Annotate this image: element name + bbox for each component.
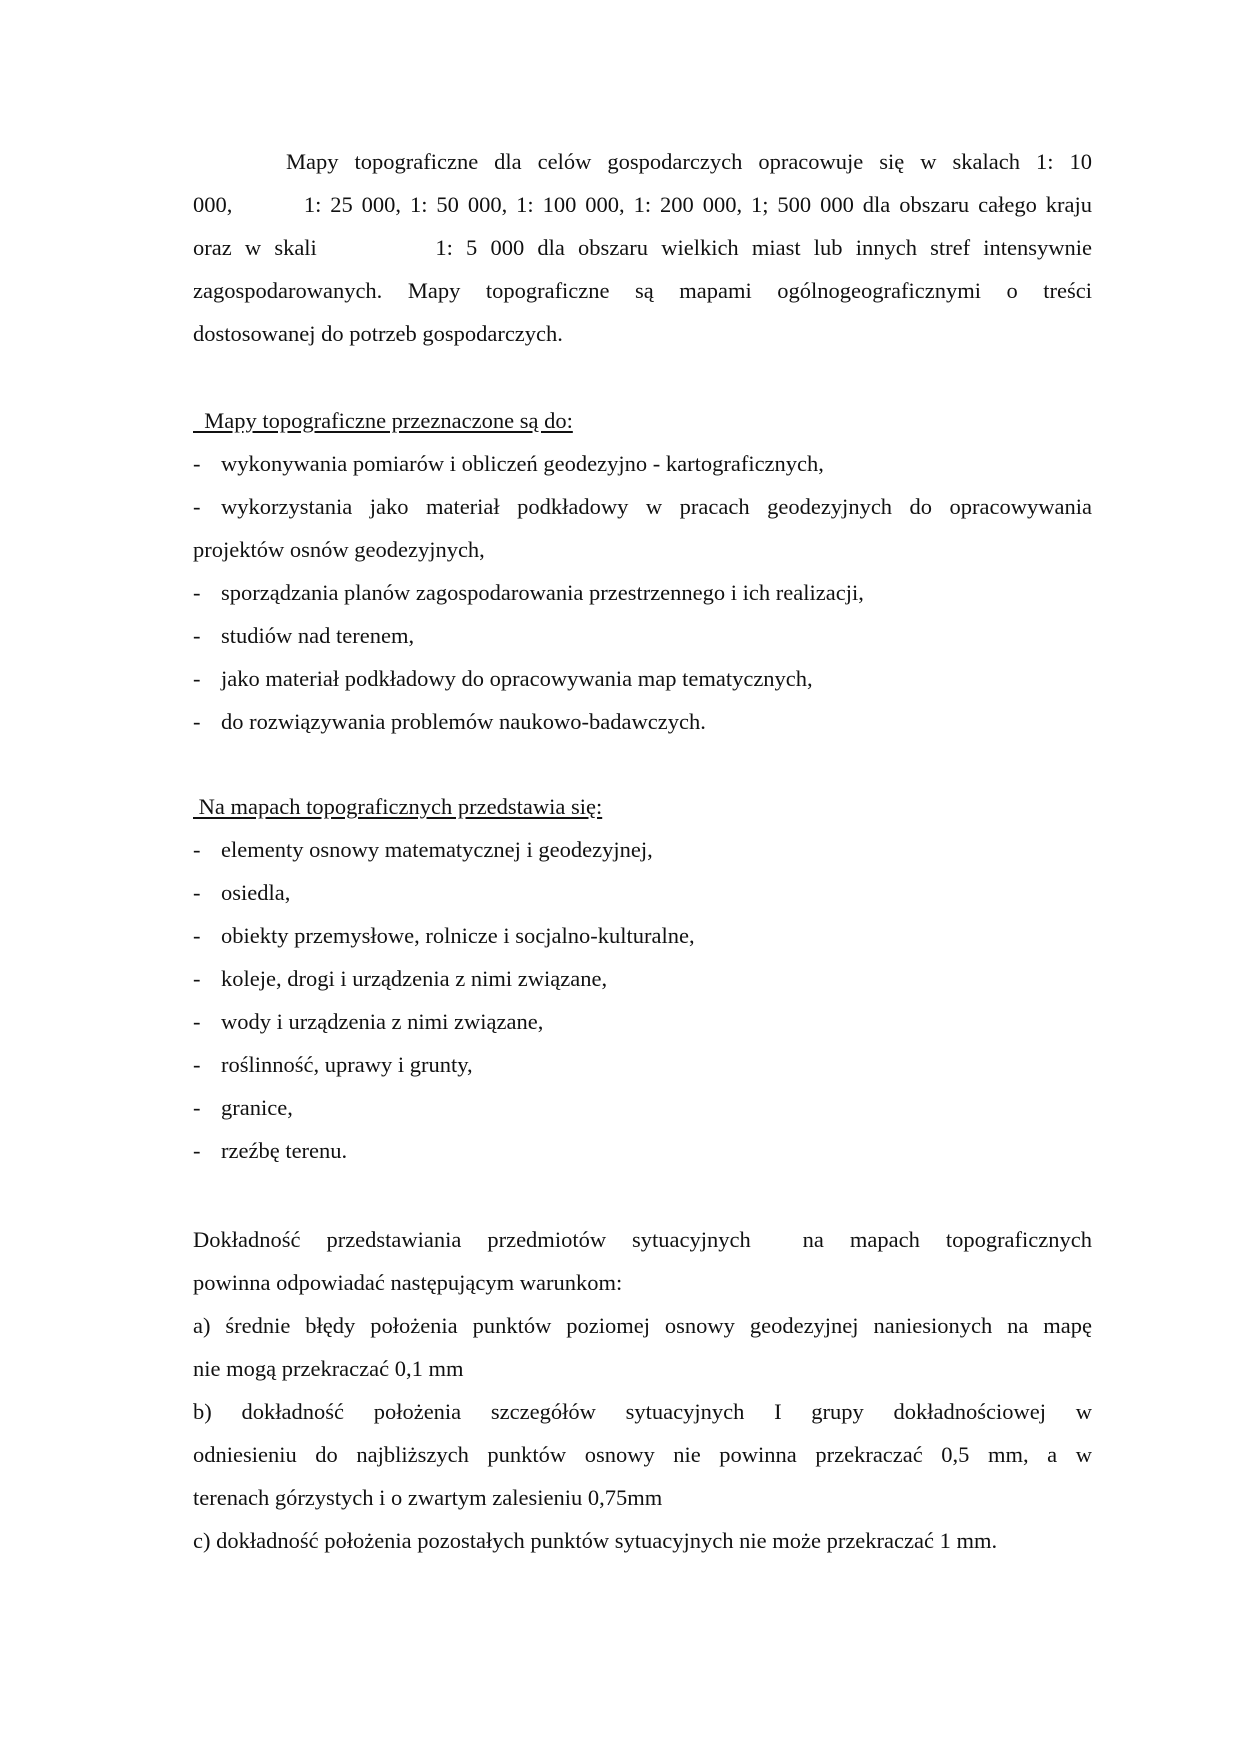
accuracy-line: terenach górzystych i o zwartym zalesieniu 0,75mm [193,1485,663,1510]
list-item [193,871,1092,914]
intro-line: Mapy topograficzne dla celów gospodarczych opracowuje się w skalach 1: 10 [286,149,1092,174]
list-item-text: sporządzania planów zagospodarowania przestrzennego i ich realizacji, [221,580,864,605]
list-item [193,442,1092,485]
list-item [193,571,1092,614]
bullet-dash: - [193,666,201,691]
bullet-dash: - [193,494,201,519]
accuracy-line: odniesieniu do najbliższych punktów osnowy nie powinna przekraczać 0,5 mm, a w [193,1442,1092,1467]
list-item [193,1000,1092,1043]
list-item-text: koleje, drogi i urządzenia z nimi związane, [221,966,608,991]
list-item-text: jako materiał podkładowy do opracowywania map tematycznych, [221,666,813,691]
list-item-text: wykorzystania jako materiał podkładowy w pracach geodezyjnych do opracowywania [221,494,1092,519]
bullet-dash: - [193,451,201,476]
accuracy-line: c) dokładność położenia pozostałych punktów sytuacyjnych nie może przekraczać 1 mm. [193,1528,998,1553]
list-item-text: obiekty przemysłowe, rolnicze i socjalno-kulturalne, [221,923,695,948]
purpose-section [193,399,1092,743]
bullet-dash: - [193,837,201,862]
content-heading: Na mapach topograficznych przedstawia się: [193,794,603,819]
content-section [193,785,1092,1172]
accuracy-line: nie mogą przekraczać 0,1 mm [193,1356,464,1381]
list-item-text: roślinność, uprawy i grunty, [221,1052,473,1077]
list-item-text: do rozwiązywania problemów naukowo-badawczych. [221,709,706,734]
list-item-text: wykonywania pomiarów i obliczeń geodezyjno - kartograficznych, [221,451,824,476]
intro-paragraph [193,140,1092,355]
list-item [193,700,1092,743]
bullet-dash: - [193,966,201,991]
list-item [193,957,1092,1000]
list-item-text: osiedla, [221,880,291,905]
intro-line: 000, 1: 25 000, 1: 50 000, 1: 100 000, 1: 200 000, 1; 500 000 dla obszaru całego kraju [193,192,1092,217]
list-item-text: wody i urządzenia z nimi związane, [221,1009,544,1034]
bullet-dash: - [193,1009,201,1034]
list-item [193,657,1092,700]
list-item-continuation: projektów osnów geodezyjnych, [193,537,485,562]
list-item [193,614,1092,657]
bullet-dash: - [193,880,201,905]
list-item [193,828,1092,871]
bullet-dash: - [193,580,201,605]
list-item [193,485,1092,528]
list-item [193,1129,1092,1172]
purpose-heading: Mapy topograficzne przeznaczone są do: [193,408,573,433]
bullet-dash: - [193,709,201,734]
bullet-dash: - [193,1052,201,1077]
accuracy-section [193,1218,1092,1562]
accuracy-line: Dokładność przedstawiania przedmiotów sytuacyjnych na mapach topograficznych [193,1227,1092,1252]
accuracy-line: a) średnie błędy położenia punktów poziomej osnowy geodezyjnej naniesionych na mapę [193,1313,1092,1338]
bullet-dash: - [193,1095,201,1120]
list-item-text: elementy osnowy matematycznej i geodezyjnej, [221,837,653,862]
intro-line: oraz w skali 1: 5 000 dla obszaru wielkich miast lub innych stref intensywnie [193,235,1092,260]
accuracy-line: b) dokładność położenia szczegółów sytuacyjnych I grupy dokładnościowej w [193,1399,1092,1424]
list-item-text: granice, [221,1095,293,1120]
bullet-dash: - [193,1138,201,1163]
bullet-dash: - [193,923,201,948]
list-item-text: rzeźbę terenu. [221,1138,348,1163]
list-item [193,1086,1092,1129]
intro-line: dostosowanej do potrzeb gospodarczych. [193,321,563,346]
accuracy-line: powinna odpowiadać następującym warunkom: [193,1270,623,1295]
list-item [193,914,1092,957]
list-item [193,1043,1092,1086]
bullet-dash: - [193,623,201,648]
intro-line: zagospodarowanych. Mapy topograficzne są mapami ogólnogeograficznymi o treści [193,278,1092,303]
list-item-text: studiów nad terenem, [221,623,415,648]
